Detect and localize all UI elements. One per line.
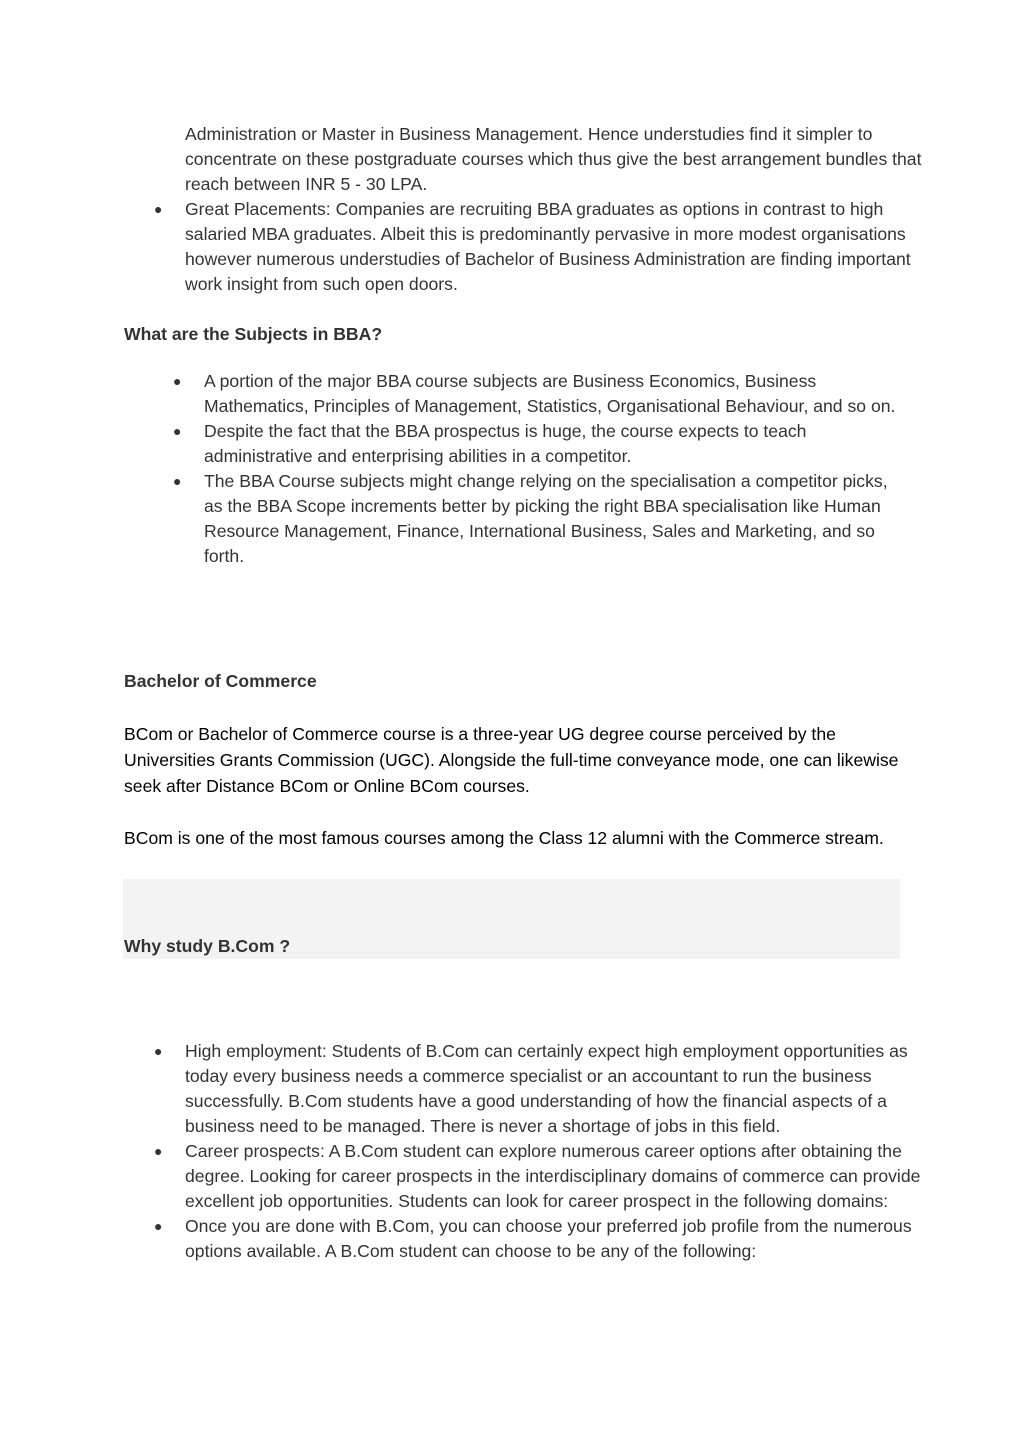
bullet-icon: ● (154, 201, 163, 217)
bcom-paragraph-1: BCom or Bachelor of Commerce course is a three-year UG degree course perceived by the Universities Grants Commission (UGC). Alongside the full-time conveyance mode, one can likewise seek after Distance BCom or Online BCom courses. (124, 724, 899, 796)
list-item (154, 1039, 925, 1139)
bullet-icon: ● (154, 1218, 163, 1234)
list-item-text: Career prospects: A B.Com student can explore numerous career options after obtaining the degree. Looking for career prospects in the interdisciplinary domains of commerce can provide excellent job opportunities. Students can look for career prospect in the following domains: (185, 1141, 921, 1211)
list-item (154, 1214, 925, 1264)
list-item (154, 197, 925, 297)
list-item-text: Once you are done with B.Com, you can choose your preferred job profile from the numerous options available. A B.Com student can choose to be any of the following: (185, 1216, 912, 1261)
list-item-text: A portion of the major BBA course subjects are Business Economics, Business Mathematics, Principles of Management, Statistics, Organisational Behaviour, and so on. (204, 371, 896, 416)
bullet-icon: ● (173, 373, 182, 389)
bcom-paragraph-2: BCom is one of the most famous courses among the Class 12 alumni with the Commerce stream. (124, 828, 884, 848)
section-heading-bcom: Bachelor of Commerce (124, 671, 317, 691)
continuation-paragraph: Administration or Master in Business Management. Hence understudies find it simpler to concentrate on these postgraduate courses which thus give the best arrangement bundles that reach between INR 5 - 30 LPA. (185, 124, 922, 194)
subjects-list (173, 369, 904, 569)
list-item-text: The BBA Course subjects might change relying on the specialisation a competitor picks, as the BBA Scope increments better by picking the right BBA specialisation like Human Resource Management, Finance, International Business, Sales and Marketing, and so forth. (204, 471, 888, 566)
placements-list (154, 197, 925, 297)
list-item-text: Great Placements: Companies are recruiting BBA graduates as options in contrast to high salaried MBA graduates. Albeit this is predominantly pervasive in more modest organisations however numerous understudies of Bachelor of Business Administration are finding important work insight from such open doors. (185, 199, 911, 294)
list-item (173, 369, 904, 419)
section-heading-why: Why study B.Com ? (124, 936, 291, 956)
bullet-icon: ● (173, 423, 182, 439)
list-item (173, 469, 904, 569)
list-item (154, 1139, 925, 1214)
bullet-icon: ● (154, 1043, 163, 1059)
bullet-icon: ● (154, 1143, 163, 1159)
section-heading-subjects: What are the Subjects in BBA? (124, 324, 383, 344)
list-item (173, 419, 904, 469)
list-item-text: Despite the fact that the BBA prospectus is huge, the course expects to teach administrative and enterprising abilities in a competitor. (204, 421, 807, 466)
list-item-text: High employment: Students of B.Com can certainly expect high employment opportunities as today every business needs a commerce specialist or an accountant to run the business successfully. B.Com students have a good understanding of how the financial aspects of a business need to be managed. There is never a shortage of jobs in this field. (185, 1041, 908, 1136)
bullet-icon: ● (173, 473, 182, 489)
why-study-list (154, 1039, 925, 1264)
